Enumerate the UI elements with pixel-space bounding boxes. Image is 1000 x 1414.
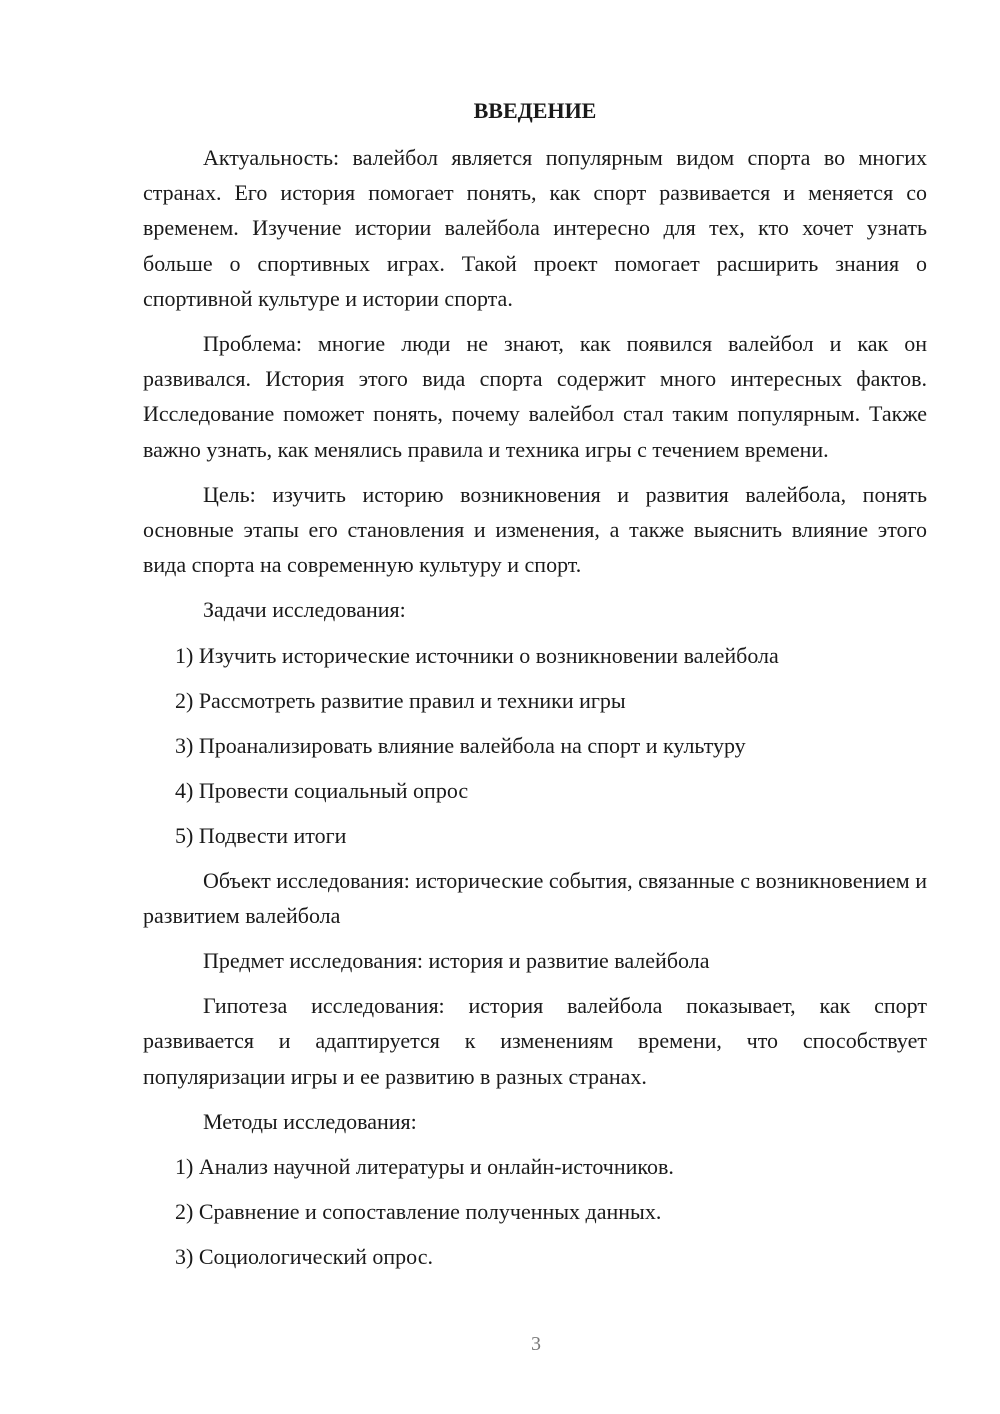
page-content [143, 93, 927, 1274]
goal-paragraph: Цель: изучить историю возникновения и развития валейбола, понять основные этапы его становления и изменения, а также выяснить влияние этого вида спорта на современную культуру и спорт. [143, 481, 927, 578]
object-paragraph: Объект исследования: исторические события, связанные с возникновением и развитием валейбола [143, 867, 927, 928]
task-item-4: 4) Провести социальный опрос [175, 777, 469, 803]
task-item-3: 3) Проанализировать влияние валейбола на спорт и культуру [175, 732, 746, 758]
hypothesis-paragraph: Гипотеза исследования: история валейбола показывает, как спорт развивается и адаптируется к изменениям времени, что способствует популяризации игры и ее развитию в разных странах. [143, 993, 927, 1089]
tasks-heading: Задачи исследования: [203, 597, 406, 623]
task-item-5: 5) Подвести итоги [175, 822, 347, 848]
page-number: 3 [531, 1333, 541, 1355]
subject-paragraph: Предмет исследования: история и развитие валейбола [203, 948, 710, 974]
method-item-1: 1) Анализ научной литературы и онлайн-источников. [175, 1154, 674, 1180]
method-item-2: 2) Сравнение и сопоставление полученных данных. [175, 1199, 662, 1225]
method-item-3: 3) Социологический опрос. [175, 1244, 433, 1270]
task-item-2: 2) Рассмотреть развитие правил и техники игры [175, 687, 626, 713]
methods-heading: Методы исследования: [203, 1108, 417, 1134]
task-item-1: 1) Изучить исторические источники о возникновении валейбола [175, 642, 779, 668]
page-title: ВВЕДЕНИЕ [473, 98, 597, 123]
problem-paragraph: Проблема: многие люди не знают, как появился валейбол и как он развивался. История этого вида спорта содержит много интересных фактов. Исследование поможет понять, почему валейбол стал таким популярным. Также важно узнать, как менялись правила и техника игры с течением времени. [143, 331, 927, 462]
relevance-paragraph: Актуальность: валейбол является популярным видом спорта во многих странах. Его история помогает понять, как спорт развивается и меняется со временем. Изучение истории валейбола интересно для тех, кто хочет узнать больше о спортивных играх. Такой проект помогает расширить знания о спортивной культуре и истории спорта. [143, 145, 927, 311]
